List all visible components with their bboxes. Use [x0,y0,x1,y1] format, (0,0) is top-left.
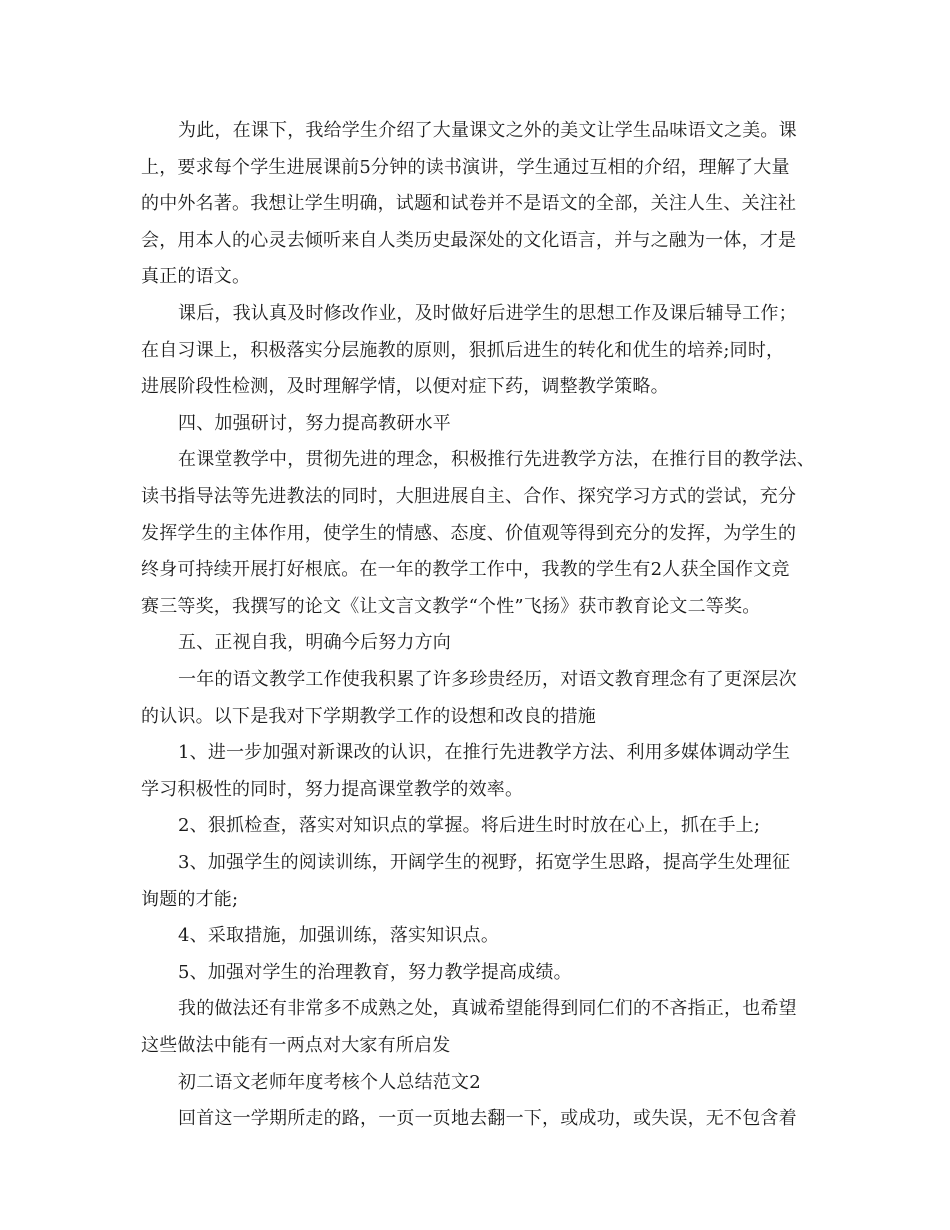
text-line-content: 在课堂教学中，贯彻先进的理念，积极推行先进教学方法，在推行目的教学法、 [178,449,815,471]
text-line [0,369,950,405]
text-line [0,442,950,478]
text-line-content: 会，用本人的心灵去倾听来自人类历史最深处的文化语言，并与之融为一体，才是 [141,229,797,251]
text-line [0,625,950,661]
text-line [0,808,950,844]
text-line [0,991,950,1027]
text-line-content: 5、加强对学生的治理教育，努力教学提高成绩。 [178,961,572,983]
text-line [0,406,950,442]
text-line-content: 上，要求每个学生进展课前5分钟的读书演讲，学生通过互相的介绍，理解了大量 [141,156,790,178]
text-line [0,1065,950,1101]
text-line [0,296,950,332]
text-line [0,735,950,771]
text-line-content: 回首这一学期所走的路，一页一页地去翻一下，或成功，或失误，无不包含着 [178,1108,797,1130]
text-line-content: 终身可持续开展打好根底。在一年的教学工作中，我教的学生有2人获全国作文竞 [141,559,790,581]
text-line [0,1028,950,1064]
text-line [0,662,950,698]
text-line [0,589,950,625]
text-line [0,223,950,259]
text-line-content: 真正的语文。 [141,266,251,288]
text-line-content: 在自习课上，积极落实分层施教的原则，狠抓后进生的转化和优生的培养;同时， [141,339,785,361]
text-line-content: 2、狠抓检查，落实对知识点的掌握。将后进生时时放在心上，抓在手上; [178,815,761,837]
text-line-content: 四、加强研讨，努力提高教研水平 [178,412,451,434]
text-line-content: 初二语文老师年度考核个人总结范文2 [178,1071,481,1093]
text-line-content: 赛三等奖，我撰写的论文《让文言文教学“个性”飞扬》获市教育论文二等奖。 [141,595,761,617]
text-line-content: 1、进一步加强对新课改的认识，在推行先进教学方法、利用多媒体调动学生 [178,742,791,764]
text-line-content: 这些做法中能有一两点对大家有所启发 [141,1035,451,1056]
text-line [0,333,950,369]
text-line [0,699,950,735]
text-line [0,186,950,222]
text-line [0,1101,950,1137]
text-line-content: 学习积极性的同时，努力提高课堂教学的效率。 [141,778,524,800]
text-line-content: 进展阶段性检测，及时理解学情，以便对症下药，调整教学策略。 [141,376,669,398]
text-line-content: 五、正视自我，明确今后努力方向 [178,632,451,654]
text-line [0,882,950,918]
text-line [0,772,950,808]
text-line [0,259,950,295]
text-line-content: 询题的才能; [141,888,239,910]
text-line [0,552,950,588]
text-line [0,150,950,186]
text-line [0,845,950,881]
text-line-content: 的中外名著。我想让学生明确，试题和试卷并不是语文的全部，关注人生、关注社 [141,193,797,215]
text-line-content: 3、加强学生的阅读训练，开阔学生的视野，拓宽学生思路，提高学生处理征 [178,852,791,873]
text-line-content: 为此，在课下，我给学生介绍了大量课文之外的美文让学生品味语文之美。课 [178,120,797,141]
text-line-content: 我的做法还有非常多不成熟之处，真诚希望能得到同仁们的不吝指正，也希望 [178,998,797,1020]
text-line-content: 发挥学生的主体作用，使学生的情感、态度、价值观等得到充分的发挥，为学生的 [141,522,797,544]
text-line [0,516,950,552]
text-line [0,113,950,149]
text-line-content: 一年的语文教学工作使我积累了许多珍贵经历，对语文教育理念有了更深层次 [178,669,797,690]
text-line [0,479,950,515]
text-line [0,918,950,954]
text-line-content: 读书指导法等先进教法的同时，大胆进展自主、合作、探究学习方式的尝试，充分 [141,486,797,507]
text-line-content: 的认识。以下是我对下学期教学工作的设想和改良的措施 [141,705,596,727]
text-line-content: 4、采取措施，加强训练，落实知识点。 [178,925,500,947]
text-line [0,955,950,991]
text-line-content: 课后，我认真及时修改作业，及时做好后进学生的思想工作及课后辅导工作； [178,303,797,324]
